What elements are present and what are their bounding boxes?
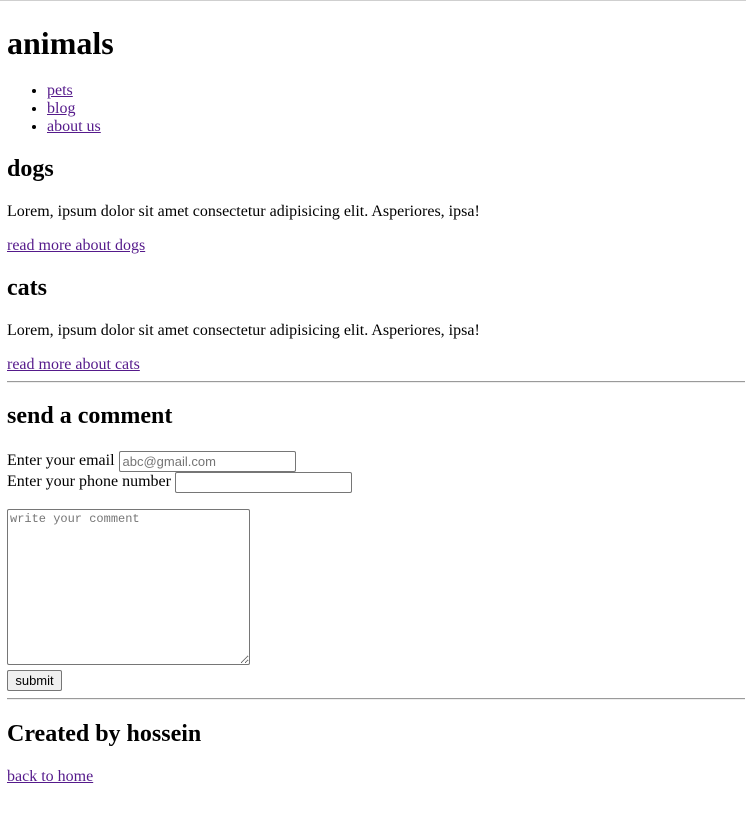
comment-textarea[interactable]	[7, 509, 250, 665]
divider-bottom	[7, 698, 745, 700]
submit-button[interactable]: submit	[7, 670, 62, 691]
cats-heading: cats	[7, 275, 47, 301]
email-input[interactable]	[119, 451, 296, 472]
phone-row	[7, 472, 352, 493]
dogs-text: Lorem, ipsum dolor sit amet consectetur adipisicing elit. Asperiores, ipsa!	[7, 203, 480, 220]
nav-link-blog[interactable]: blog	[47, 100, 76, 117]
nav-list	[7, 82, 101, 136]
cats-text: Lorem, ipsum dolor sit amet consectetur adipisicing elit. Asperiores, ipsa!	[7, 322, 480, 339]
footer-link-paragraph	[7, 768, 93, 786]
read-more-dogs-link[interactable]: read more about dogs	[7, 237, 146, 254]
page-title: animals	[7, 25, 114, 61]
nav-item-pets	[47, 82, 101, 100]
cats-link-paragraph	[7, 356, 140, 374]
dogs-heading: dogs	[7, 156, 54, 182]
footer-heading: Created by hossein	[7, 721, 202, 747]
back-to-home-link[interactable]: back to home	[7, 768, 94, 785]
read-more-cats-link[interactable]: read more about cats	[7, 356, 140, 373]
nav-link-pets[interactable]: pets	[47, 82, 73, 99]
nav-link-about-us[interactable]: about us	[47, 118, 101, 135]
email-row	[7, 451, 296, 472]
nav-item-blog	[47, 100, 101, 118]
nav-item-about-us	[47, 118, 101, 136]
phone-label: Enter your phone number	[7, 473, 171, 491]
email-label: Enter your email	[7, 452, 115, 470]
dogs-link-paragraph	[7, 237, 145, 255]
divider-top	[7, 381, 745, 383]
comment-heading: send a comment	[7, 403, 173, 429]
phone-input[interactable]	[175, 472, 352, 493]
